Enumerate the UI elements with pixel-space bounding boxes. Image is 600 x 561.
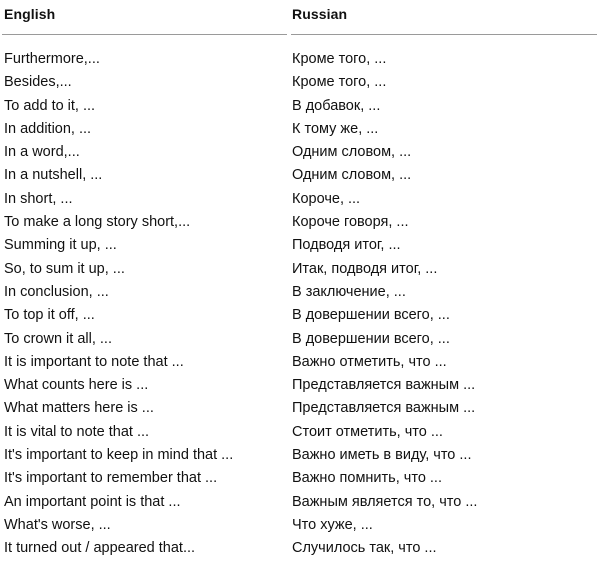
- table-body: [0, 48, 600, 561]
- english-column-header: English: [4, 6, 56, 22]
- russian-phrase: Подводя итог, ...: [292, 237, 401, 254]
- table-row: [0, 95, 600, 118]
- russian-phrase: В заключение, ...: [292, 283, 406, 300]
- english-phrase: To top it off, ...: [4, 307, 95, 324]
- english-phrase: It's important to remember that ...: [4, 470, 218, 487]
- table-row: [0, 234, 600, 257]
- english-phrase: In a word,...: [4, 144, 80, 161]
- russian-phrase: Короче говоря, ...: [292, 214, 409, 231]
- english-phrase: In a nutshell, ...: [4, 167, 103, 184]
- russian-phrase: Кроме того, ...: [292, 74, 387, 91]
- russian-phrase: В довершении всего, ...: [292, 307, 450, 324]
- russian-phrase: К тому же, ...: [292, 120, 379, 137]
- table-row: [0, 118, 600, 141]
- english-phrase: Summing it up, ...: [4, 237, 117, 254]
- table-row: [0, 48, 600, 71]
- english-phrase: To make a long story short,...: [4, 214, 191, 231]
- english-phrase: Besides,...: [4, 74, 72, 91]
- english-header-divider: [2, 34, 287, 35]
- russian-phrase: Представляется важным ...: [292, 377, 476, 394]
- russian-phrase: Важным является то, что ...: [292, 493, 478, 510]
- table-row: [0, 491, 600, 514]
- english-phrase: In addition, ...: [4, 120, 92, 137]
- table-row: [0, 258, 600, 281]
- english-phrase: Furthermore,...: [4, 51, 100, 67]
- russian-phrase: Кроме того, ...: [292, 51, 387, 67]
- table-row: [0, 328, 600, 351]
- russian-phrase: Итак, подводя итог, ...: [292, 260, 438, 277]
- table-row: [0, 421, 600, 444]
- russian-phrase: Представляется важным ...: [292, 400, 476, 417]
- russian-phrase: Короче, ...: [292, 190, 361, 207]
- table-row: [0, 467, 600, 490]
- table-row: [0, 164, 600, 187]
- english-phrase: In conclusion, ...: [4, 283, 109, 300]
- table-row: [0, 304, 600, 327]
- russian-phrase: Важно отметить, что ...: [292, 353, 447, 370]
- table-row: [0, 351, 600, 374]
- russian-phrase: Важно помнить, что ...: [292, 470, 442, 487]
- english-phrase: To add to it, ...: [4, 97, 96, 114]
- table-row: [0, 188, 600, 211]
- english-phrase: It turned out / appeared that...: [4, 540, 196, 557]
- table-row: [0, 71, 600, 94]
- table-row: [0, 514, 600, 537]
- table-header: [0, 0, 600, 36]
- table-row: [0, 537, 600, 560]
- russian-phrase: В добавок, ...: [292, 97, 381, 114]
- russian-phrase: Что хуже, ...: [292, 516, 373, 533]
- table-row: [0, 374, 600, 397]
- table-row: [0, 444, 600, 467]
- english-phrase: In short, ...: [4, 190, 73, 207]
- english-phrase: To crown it all, ...: [4, 330, 112, 347]
- russian-phrase: Стоит отметить, что ...: [292, 423, 443, 440]
- english-phrase: What counts here is ...: [4, 377, 149, 394]
- russian-phrase: Случилось так, что ...: [292, 540, 437, 557]
- english-phrase: What matters here is ...: [4, 400, 154, 417]
- english-phrase: It's important to keep in mind that ...: [4, 447, 234, 464]
- english-phrase: What's worse, ...: [4, 516, 111, 533]
- english-phrase: So, to sum it up, ...: [4, 260, 125, 277]
- russian-phrase: Одним словом, ...: [292, 144, 412, 161]
- table-row: [0, 211, 600, 234]
- english-phrase: An important point is that ...: [4, 493, 181, 510]
- russian-phrase: Важно иметь в виду, что ...: [292, 447, 472, 464]
- table-row: [0, 281, 600, 304]
- english-phrase: It is important to note that ...: [4, 353, 184, 370]
- russian-phrase: Одним словом, ...: [292, 167, 412, 184]
- table-row: [0, 141, 600, 164]
- russian-phrase: В довершении всего, ...: [292, 330, 450, 347]
- russian-column-header: Russian: [292, 6, 348, 22]
- table-row: [0, 397, 600, 420]
- english-phrase: It is vital to note that ...: [4, 423, 150, 440]
- russian-header-divider: [291, 34, 597, 35]
